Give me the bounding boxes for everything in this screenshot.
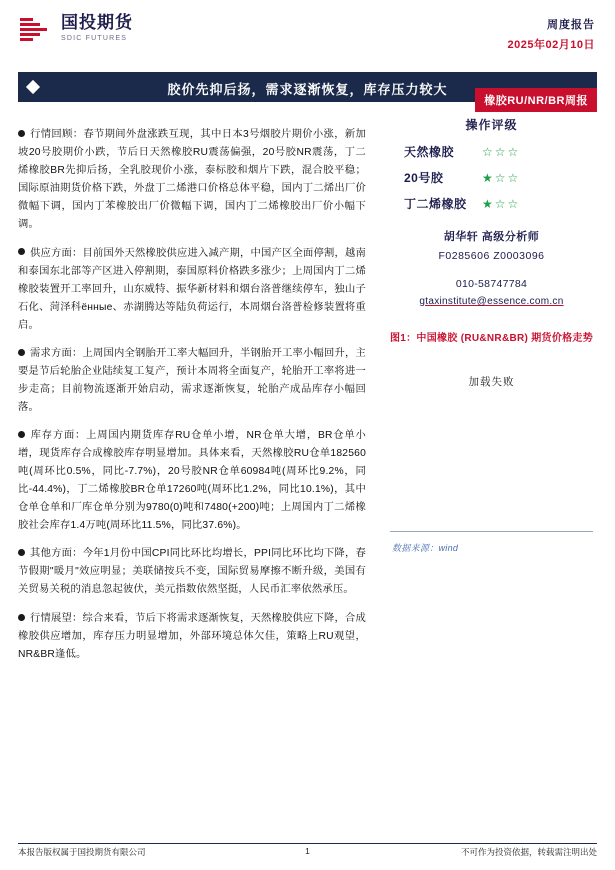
bullet-dot-icon bbox=[18, 349, 25, 356]
paragraph bbox=[18, 610, 366, 664]
rating-stars: ☆☆☆ bbox=[482, 144, 521, 159]
left-column bbox=[18, 116, 366, 674]
logo-text-cn: 国投期货 bbox=[61, 13, 133, 32]
bullet-dot-icon bbox=[18, 614, 25, 621]
paragraph-text: 行情展望：综合来看，节后下将需求逐渐恢复，天然橡胶供应下降，合成橡胶供应增加，库存压力明显增加，外部环境总体欠佳，策略上RU观望，NR&BR逢低。 bbox=[18, 612, 366, 660]
bullet-dot-icon bbox=[18, 431, 25, 438]
rating-name: 丁二烯橡胶 bbox=[404, 197, 467, 211]
paragraph-text: 供应方面：目前国外天然橡胶供应进入减产期，中国产区全面停割，越南和泰国东北部等产区进入停割期，泰国原料价格跌多涨少；上周国内丁二烯橡胶装置开工率回升，山东威特、振华新材料和烟台洛普继续停车，独山子石化、菏泽科ённые、赤湖腾达等陆负荷运行，本周烟台洛普检修装置将重启。 bbox=[18, 247, 366, 331]
report-date: 2025年02月10日 bbox=[507, 39, 595, 51]
rating-stars: ★☆☆ bbox=[482, 196, 521, 211]
chart-load-error-text: 加载失败 bbox=[468, 376, 515, 388]
analyst-license-code: F0285606 Z0003096 bbox=[438, 250, 545, 262]
contact-block bbox=[386, 278, 597, 307]
rating-row bbox=[386, 143, 597, 160]
rating-row bbox=[386, 169, 597, 186]
paragraph-text: 库存方面：上周国内期货库存RU仓单小增，NR仓单大增，BR仓单小增，现货库存合成橡胶库存明显增加。具体来看，天然橡胶RU仓单182560吨(周环比0.5%，同比-7.7%)，20号胶NR仓单60984吨(周环比9.2%，同比-44.4%)，丁二烯橡胶BR仓单17260吨(周环比1.2%，同比10.1%)，其中仓单仓单和厂库仓单分别为9780(0)吨和7480(+200)吨；上周国内丁二烯橡胶社会库存1.4万吨(周环比11.5%，同比37.6%)。 bbox=[18, 430, 366, 532]
chart-container bbox=[386, 358, 597, 558]
status-badge: 橡胶RU/NR/BR周报 bbox=[475, 88, 597, 112]
paragraph-text: 其他方面：今年1月份中国CPI同比环比均增长，PPI同比环比均下降，春节假期"暖月"效应明显；美联储按兵不变，国际贸易摩擦不断升级，美国有关贸易关税的消息忽起彼伏，美元指数依然坚挺，人民币汇率依然承压。 bbox=[18, 548, 366, 596]
paragraph bbox=[18, 245, 366, 335]
figure-caption: 图1：中国橡胶 (RU&NR&BR) 期货价格走势 bbox=[389, 333, 594, 344]
analyst-name: 胡华轩 高级分析师 bbox=[443, 231, 540, 243]
contact-email[interactable]: gtaxinstitute@essence.com.cn bbox=[419, 296, 564, 307]
rating-row bbox=[386, 195, 597, 212]
page-number: 1 bbox=[305, 846, 310, 856]
chart-divider bbox=[390, 531, 593, 532]
footer-divider bbox=[18, 843, 597, 844]
paragraph bbox=[18, 126, 366, 234]
footer-disclaimer: 不可作为投资依据，转载需注明出处 bbox=[460, 847, 597, 857]
company-logo bbox=[20, 14, 133, 44]
bullet-dot-icon bbox=[18, 248, 25, 255]
contact-phone: 010-58747784 bbox=[455, 278, 528, 290]
page-title: 胶价先抑后扬，需求逐渐恢复，库存压力较大 bbox=[167, 82, 448, 97]
paragraph-text: 需求方面：上周国内全钢胎开工率大幅回升，半钢胎开工率小幅回升，主要是节后轮胎企业陆续复工复产，预计本周将全面复产，轮胎开工率将进一步走高；目前物流逐渐开始启动，需求逐渐恢复，轮胎产成品库存小幅回落。 bbox=[18, 347, 366, 413]
page-header bbox=[0, 0, 615, 56]
report-type: 周度报告 bbox=[547, 19, 595, 31]
paragraph bbox=[18, 427, 366, 535]
header-meta bbox=[508, 16, 595, 52]
rating-stars: ★☆☆ bbox=[482, 170, 521, 185]
rating-name: 20号胶 bbox=[404, 171, 444, 185]
bullet-dot-icon bbox=[18, 549, 25, 556]
rating-panel-title: 操作评级 bbox=[465, 118, 518, 132]
chart-source-label: 数据来源：wind bbox=[392, 543, 459, 553]
right-column bbox=[386, 116, 597, 558]
paragraph bbox=[18, 545, 366, 599]
page-footer bbox=[18, 846, 597, 862]
paragraph bbox=[18, 345, 366, 417]
rating-name: 天然橡胶 bbox=[404, 145, 455, 159]
logo-mark-icon bbox=[20, 16, 54, 42]
logo-text-en: SDIC FUTURES bbox=[61, 35, 128, 42]
bullet-dot-icon bbox=[18, 130, 25, 137]
paragraph-text: 行情回顾：春节期间外盘涨跌互现，其中日本3号烟胶片期价小涨，新加坡20号胶期价小跌，节后日天然橡胶RU震荡偏强，20号胶NR震荡，丁二烯橡胶BR先抑后扬，全乳胶现价小涨，泰标胶和烟片下跌，混合胶平稳；国际原油期货价格下跌，外盘丁二烯港口价格总体平稳，国内丁二烯出厂价微幅下调，国内丁苯橡胶出厂价微幅下调，国内丁二烯橡胶出厂价小幅下调。 bbox=[18, 129, 366, 231]
footer-copyright: 本报告版权属于国投期货有限公司 bbox=[18, 847, 146, 857]
